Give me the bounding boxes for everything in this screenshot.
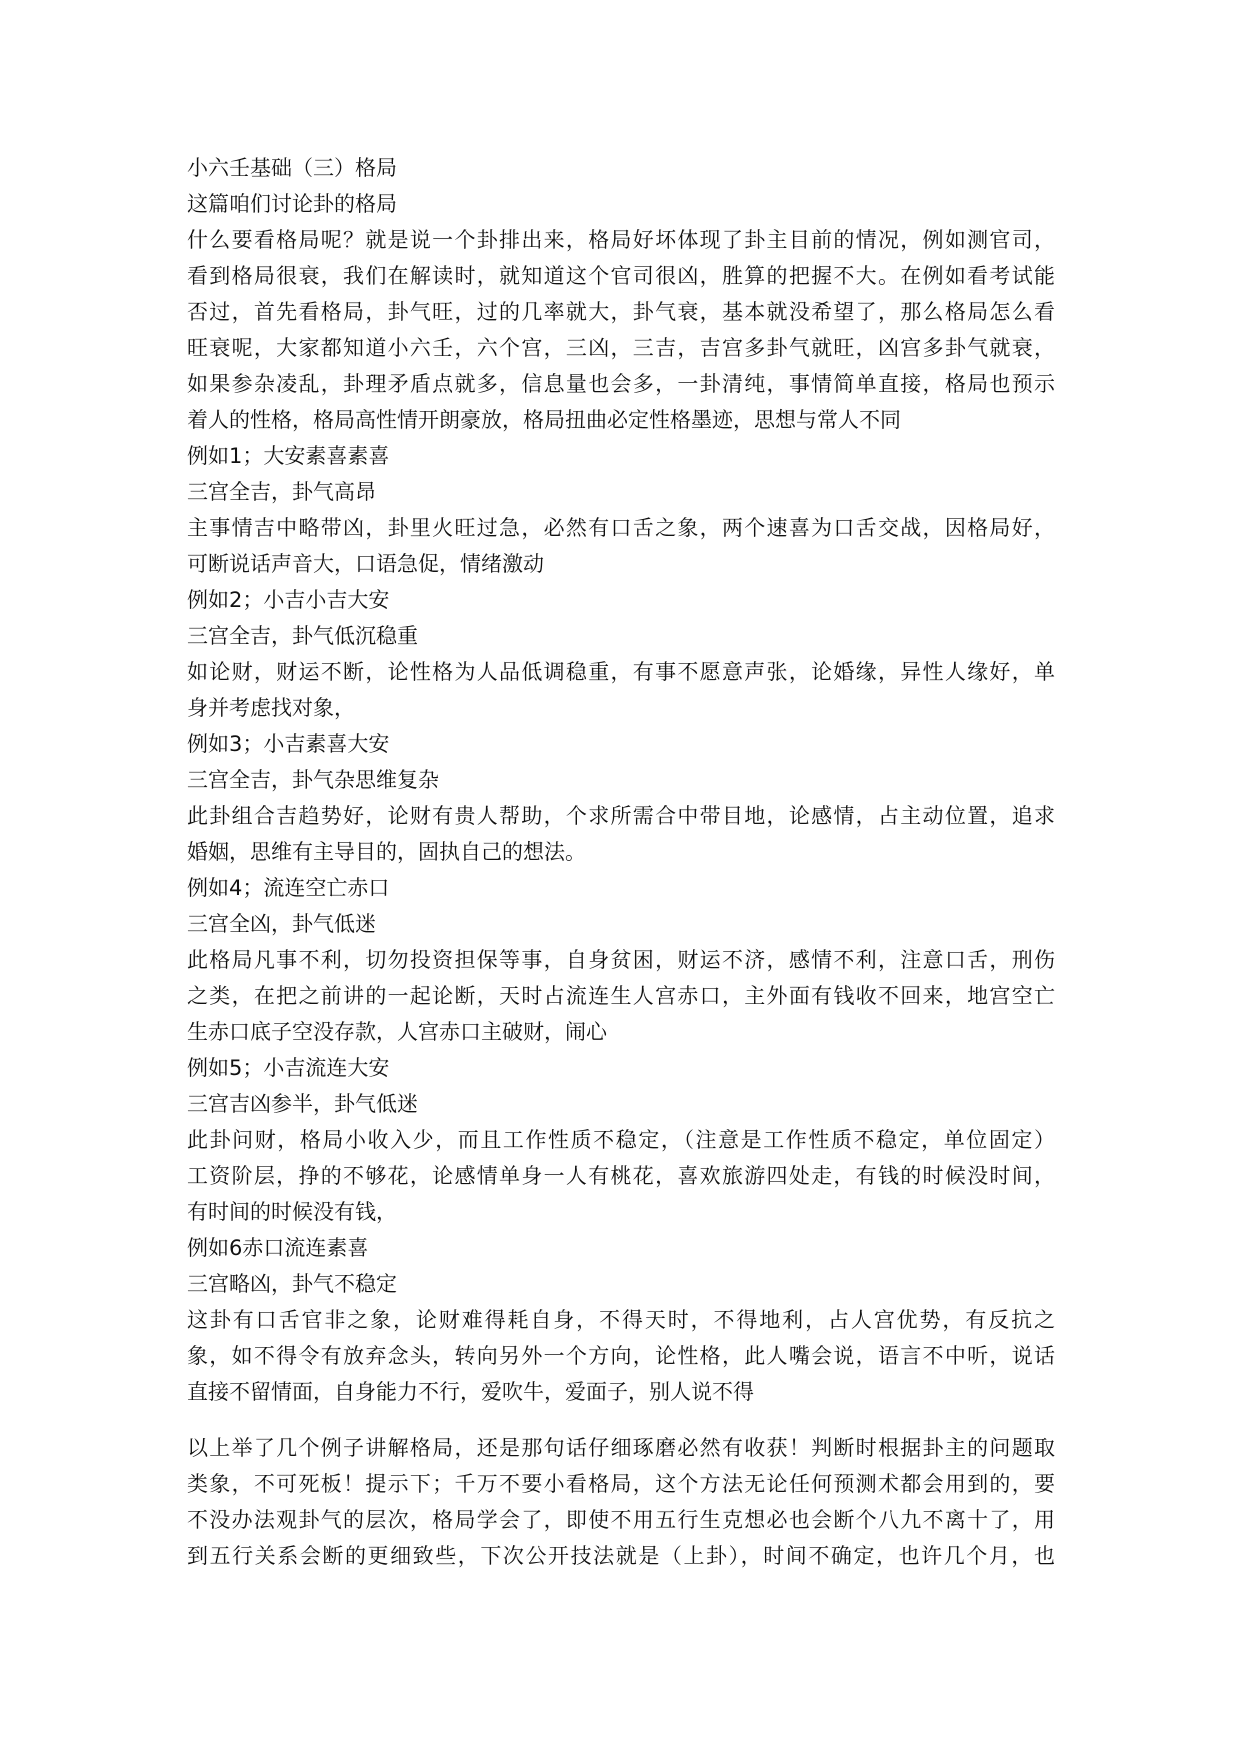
example-heading: 例如1；大安素喜素喜 [187,444,390,468]
example-body-line: 此格局凡事不利，切勿投资担保等事，自身贫困，财运不济，感情不利，注意口舌，刑伤 [187,948,1055,972]
example-heading: 例如2；小吉小吉大安 [187,588,390,612]
example-body-line: 工资阶层，挣的不够花，论感情单身一人有桃花，喜欢旅游四处走，有钱的时候没时间， [187,1164,1055,1188]
example-body-line: 主事情吉中略带凶，卦里火旺过急，必然有口舌之象，两个速喜为口舌交战，因格局好， [187,516,1055,540]
example-body-line: 生赤口底子空没存款，人宫赤口主破财，闹心 [187,1020,607,1044]
example-body-line: 这卦有口舌官非之象，论财难得耗自身，不得天时，不得地利，占人宫优势，有反抗之 [187,1308,1055,1332]
conclusion-line: 不没办法观卦气的层次，格局学会了，即使不用五行生克想必也会断个八九不离十了，用 [187,1508,1055,1532]
example-body-line: 此卦组合吉趋势好，论财有贵人帮助，个求所需合中带目地，论感情，占主动位置，追求 [187,804,1055,828]
paragraph-line: 看到格局很衰，我们在解读时，就知道这个官司很凶，胜算的把握不大。在例如看考试能 [187,264,1055,288]
example-summary: 三宫全凶，卦气低迷 [187,912,376,936]
conclusion-line: 类象，不可死板！提示下；千万不要小看格局，这个方法无论任何预测术都会用到的，要 [187,1472,1055,1496]
example-heading: 例如5；小吉流连大安 [187,1056,390,1080]
example-summary: 三宫全吉，卦气低沉稳重 [187,624,418,648]
document-page [187,150,1055,1574]
example-body-line: 有时间的时候没有钱， [187,1200,397,1224]
example-body-line: 此卦问财，格局小收入少，而且工作性质不稳定，（注意是工作性质不稳定，单位固定） [187,1128,1055,1152]
example-body-line: 身并考虑找对象， [187,696,355,720]
example-body-line: 之类，在把之前讲的一起论断，天时占流连生人宫赤口，主外面有钱收不回来，地宫空亡 [187,984,1055,1008]
paragraph-line: 旺衰呢，大家都知道小六壬，六个宫，三凶，三吉，吉宫多卦气就旺，凶宫多卦气就衰， [187,336,1055,360]
example-body-line: 婚姻，思维有主导目的，固执自己的想法。 [187,840,586,864]
example-body-line: 可断说话声音大，口语急促，情绪激动 [187,552,544,576]
intro-line: 这篇咱们讨论卦的格局 [187,192,397,216]
example-summary: 三宫全吉，卦气杂思维复杂 [187,768,439,792]
example-body-line: 直接不留情面，自身能力不行，爱吹牛，爱面子，别人说不得 [187,1380,754,1404]
conclusion-line: 以上举了几个例子讲解格局，还是那句话仔细琢磨必然有收获！判断时根据卦主的问题取 [187,1436,1055,1460]
paragraph-line: 什么要看格局呢？就是说一个卦排出来，格局好坏体现了卦主目前的情况，例如测官司， [187,228,1055,252]
example-heading: 例如4；流连空亡赤口 [187,876,390,900]
example-heading: 例如3；小吉素喜大安 [187,732,390,756]
paragraph-line: 如果参杂凌乱，卦理矛盾点就多，信息量也会多，一卦清纯，事情简单直接，格局也预示 [187,372,1055,396]
document-title: 小六壬基础（三）格局 [187,156,397,180]
example-body-line: 象，如不得令有放弃念头，转向另外一个方向，论性格，此人嘴会说，语言不中听，说话 [187,1344,1055,1368]
example-summary: 三宫吉凶参半，卦气低迷 [187,1092,418,1116]
paragraph-line: 否过，首先看格局，卦气旺，过的几率就大，卦气衰，基本就没希望了，那么格局怎么看 [187,300,1055,324]
example-summary: 三宫略凶，卦气不稳定 [187,1272,397,1296]
paragraph-line: 着人的性格，格局高性情开朗豪放，格局扭曲必定性格墨迹，思想与常人不同 [187,408,901,432]
example-summary: 三宫全吉，卦气高昂 [187,480,376,504]
conclusion-line: 到五行关系会断的更细致些，下次公开技法就是（上卦），时间不确定，也许几个月，也 [187,1544,1055,1568]
paragraph-gap [187,1410,1055,1430]
example-body-line: 如论财，财运不断，论性格为人品低调稳重，有事不愿意声张，论婚缘，异性人缘好，单 [187,660,1055,684]
example-heading: 例如6赤口流连素喜 [187,1236,369,1260]
